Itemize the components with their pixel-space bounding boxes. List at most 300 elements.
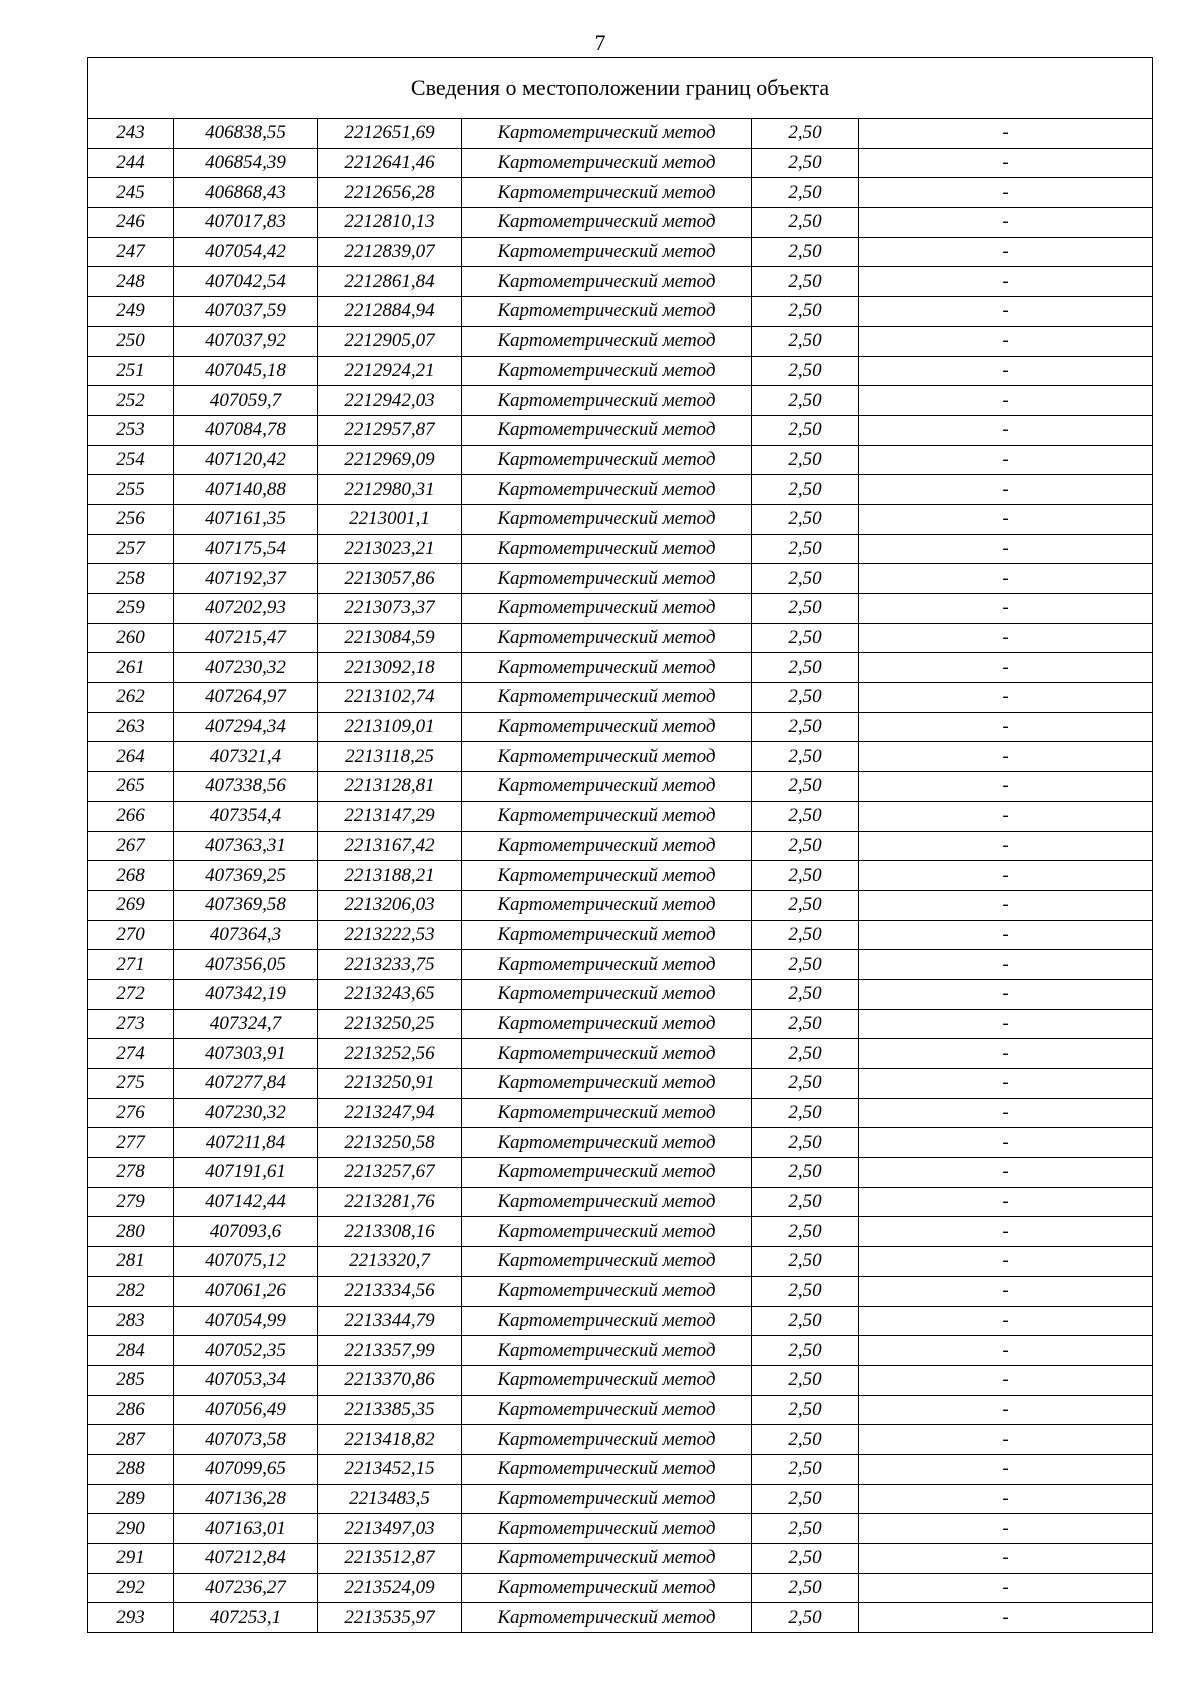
accuracy-cell: 2,50 bbox=[752, 148, 859, 178]
accuracy-cell: 2,50 bbox=[752, 178, 859, 208]
method-cell: Картометрический метод bbox=[462, 623, 752, 653]
point-number-cell: 262 bbox=[88, 683, 174, 713]
method-cell: Картометрический метод bbox=[462, 1395, 752, 1425]
x-coordinate-cell: 407211,84 bbox=[174, 1128, 318, 1158]
y-coordinate-cell: 2213233,75 bbox=[318, 950, 462, 980]
x-coordinate-cell: 407084,78 bbox=[174, 415, 318, 445]
description-cell: - bbox=[859, 683, 1153, 713]
method-cell: Картометрический метод bbox=[462, 653, 752, 683]
x-coordinate-cell: 407303,91 bbox=[174, 1039, 318, 1069]
method-cell: Картометрический метод bbox=[462, 297, 752, 327]
point-number-cell: 285 bbox=[88, 1365, 174, 1395]
x-coordinate-cell: 407212,84 bbox=[174, 1544, 318, 1574]
point-number-cell: 261 bbox=[88, 653, 174, 683]
x-coordinate-cell: 407163,01 bbox=[174, 1514, 318, 1544]
point-number-cell: 287 bbox=[88, 1425, 174, 1455]
table-row bbox=[88, 623, 1153, 653]
point-number-cell: 275 bbox=[88, 1069, 174, 1099]
method-cell: Картометрический метод bbox=[462, 386, 752, 416]
accuracy-cell: 2,50 bbox=[752, 831, 859, 861]
y-coordinate-cell: 2213073,37 bbox=[318, 594, 462, 624]
accuracy-cell: 2,50 bbox=[752, 326, 859, 356]
method-cell: Картометрический метод bbox=[462, 1365, 752, 1395]
method-cell: Картометрический метод bbox=[462, 890, 752, 920]
x-coordinate-cell: 407037,92 bbox=[174, 326, 318, 356]
x-coordinate-cell: 407236,27 bbox=[174, 1573, 318, 1603]
description-cell: - bbox=[859, 386, 1153, 416]
table-row bbox=[88, 297, 1153, 327]
table-row bbox=[88, 1573, 1153, 1603]
point-number-cell: 246 bbox=[88, 208, 174, 238]
y-coordinate-cell: 2213247,94 bbox=[318, 1098, 462, 1128]
method-cell: Картометрический метод bbox=[462, 1158, 752, 1188]
description-cell: - bbox=[859, 1217, 1153, 1247]
accuracy-cell: 2,50 bbox=[752, 979, 859, 1009]
table-row bbox=[88, 1454, 1153, 1484]
x-coordinate-cell: 407215,47 bbox=[174, 623, 318, 653]
point-number-cell: 280 bbox=[88, 1217, 174, 1247]
point-number-cell: 256 bbox=[88, 504, 174, 534]
y-coordinate-cell: 2213222,53 bbox=[318, 920, 462, 950]
accuracy-cell: 2,50 bbox=[752, 1247, 859, 1277]
y-coordinate-cell: 2213102,74 bbox=[318, 683, 462, 713]
method-cell: Картометрический метод bbox=[462, 445, 752, 475]
accuracy-cell: 2,50 bbox=[752, 356, 859, 386]
method-cell: Картометрический метод bbox=[462, 772, 752, 802]
description-cell: - bbox=[859, 1276, 1153, 1306]
method-cell: Картометрический метод bbox=[462, 1336, 752, 1366]
method-cell: Картометрический метод bbox=[462, 594, 752, 624]
method-cell: Картометрический метод bbox=[462, 950, 752, 980]
accuracy-cell: 2,50 bbox=[752, 1573, 859, 1603]
method-cell: Картометрический метод bbox=[462, 1069, 752, 1099]
point-number-cell: 279 bbox=[88, 1187, 174, 1217]
y-coordinate-cell: 2212839,07 bbox=[318, 237, 462, 267]
description-cell: - bbox=[859, 415, 1153, 445]
method-cell: Картометрический метод bbox=[462, 1128, 752, 1158]
y-coordinate-cell: 2212810,13 bbox=[318, 208, 462, 238]
point-number-cell: 243 bbox=[88, 119, 174, 149]
table-row bbox=[88, 653, 1153, 683]
method-cell: Картометрический метод bbox=[462, 356, 752, 386]
accuracy-cell: 2,50 bbox=[752, 1217, 859, 1247]
accuracy-cell: 2,50 bbox=[752, 1276, 859, 1306]
table-row bbox=[88, 979, 1153, 1009]
accuracy-cell: 2,50 bbox=[752, 1395, 859, 1425]
description-cell: - bbox=[859, 1365, 1153, 1395]
y-coordinate-cell: 2212641,46 bbox=[318, 148, 462, 178]
x-coordinate-cell: 407338,56 bbox=[174, 772, 318, 802]
point-number-cell: 257 bbox=[88, 534, 174, 564]
description-cell: - bbox=[859, 208, 1153, 238]
table-row bbox=[88, 801, 1153, 831]
point-number-cell: 272 bbox=[88, 979, 174, 1009]
accuracy-cell: 2,50 bbox=[752, 742, 859, 772]
description-cell: - bbox=[859, 326, 1153, 356]
method-cell: Картометрический метод bbox=[462, 1603, 752, 1633]
y-coordinate-cell: 2213334,56 bbox=[318, 1276, 462, 1306]
method-cell: Картометрический метод bbox=[462, 1544, 752, 1574]
point-number-cell: 253 bbox=[88, 415, 174, 445]
table-row bbox=[88, 445, 1153, 475]
table-row bbox=[88, 1069, 1153, 1099]
description-cell: - bbox=[859, 1247, 1153, 1277]
table-row bbox=[88, 1603, 1153, 1633]
accuracy-cell: 2,50 bbox=[752, 1187, 859, 1217]
x-coordinate-cell: 407075,12 bbox=[174, 1247, 318, 1277]
x-coordinate-cell: 407017,83 bbox=[174, 208, 318, 238]
y-coordinate-cell: 2213092,18 bbox=[318, 653, 462, 683]
y-coordinate-cell: 2213370,86 bbox=[318, 1365, 462, 1395]
x-coordinate-cell: 407356,05 bbox=[174, 950, 318, 980]
point-number-cell: 250 bbox=[88, 326, 174, 356]
y-coordinate-cell: 2213308,16 bbox=[318, 1217, 462, 1247]
point-number-cell: 245 bbox=[88, 178, 174, 208]
method-cell: Картометрический метод bbox=[462, 1514, 752, 1544]
table-row bbox=[88, 534, 1153, 564]
point-number-cell: 274 bbox=[88, 1039, 174, 1069]
x-coordinate-cell: 407136,28 bbox=[174, 1484, 318, 1514]
description-cell: - bbox=[859, 297, 1153, 327]
description-cell: - bbox=[859, 1425, 1153, 1455]
point-number-cell: 265 bbox=[88, 772, 174, 802]
method-cell: Картометрический метод bbox=[462, 1484, 752, 1514]
x-coordinate-cell: 407324,7 bbox=[174, 1009, 318, 1039]
table-row bbox=[88, 1425, 1153, 1455]
table-row bbox=[88, 1514, 1153, 1544]
point-number-cell: 260 bbox=[88, 623, 174, 653]
x-coordinate-cell: 407202,93 bbox=[174, 594, 318, 624]
x-coordinate-cell: 407120,42 bbox=[174, 445, 318, 475]
x-coordinate-cell: 407277,84 bbox=[174, 1069, 318, 1099]
accuracy-cell: 2,50 bbox=[752, 1454, 859, 1484]
accuracy-cell: 2,50 bbox=[752, 415, 859, 445]
y-coordinate-cell: 2213147,29 bbox=[318, 801, 462, 831]
point-number-cell: 281 bbox=[88, 1247, 174, 1277]
table-row bbox=[88, 386, 1153, 416]
x-coordinate-cell: 407294,34 bbox=[174, 712, 318, 742]
y-coordinate-cell: 2213524,09 bbox=[318, 1573, 462, 1603]
accuracy-cell: 2,50 bbox=[752, 772, 859, 802]
accuracy-cell: 2,50 bbox=[752, 1069, 859, 1099]
method-cell: Картометрический метод bbox=[462, 683, 752, 713]
x-coordinate-cell: 407192,37 bbox=[174, 564, 318, 594]
method-cell: Картометрический метод bbox=[462, 1098, 752, 1128]
description-cell: - bbox=[859, 831, 1153, 861]
accuracy-cell: 2,50 bbox=[752, 1158, 859, 1188]
y-coordinate-cell: 2213118,25 bbox=[318, 742, 462, 772]
method-cell: Картометрический метод bbox=[462, 712, 752, 742]
method-cell: Картометрический метод bbox=[462, 326, 752, 356]
y-coordinate-cell: 2213250,25 bbox=[318, 1009, 462, 1039]
x-coordinate-cell: 407093,6 bbox=[174, 1217, 318, 1247]
y-coordinate-cell: 2212905,07 bbox=[318, 326, 462, 356]
point-number-cell: 273 bbox=[88, 1009, 174, 1039]
table-row bbox=[88, 831, 1153, 861]
accuracy-cell: 2,50 bbox=[752, 386, 859, 416]
point-number-cell: 258 bbox=[88, 564, 174, 594]
point-number-cell: 264 bbox=[88, 742, 174, 772]
table-row bbox=[88, 415, 1153, 445]
x-coordinate-cell: 407142,44 bbox=[174, 1187, 318, 1217]
method-cell: Картометрический метод bbox=[462, 1306, 752, 1336]
boundary-coordinates-table bbox=[87, 57, 1153, 1633]
description-cell: - bbox=[859, 1069, 1153, 1099]
description-cell: - bbox=[859, 1158, 1153, 1188]
table-row bbox=[88, 1306, 1153, 1336]
accuracy-cell: 2,50 bbox=[752, 683, 859, 713]
table-row bbox=[88, 148, 1153, 178]
description-cell: - bbox=[859, 445, 1153, 475]
table-body bbox=[88, 58, 1153, 1633]
accuracy-cell: 2,50 bbox=[752, 534, 859, 564]
y-coordinate-cell: 2213357,99 bbox=[318, 1336, 462, 1366]
accuracy-cell: 2,50 bbox=[752, 1039, 859, 1069]
point-number-cell: 283 bbox=[88, 1306, 174, 1336]
point-number-cell: 268 bbox=[88, 861, 174, 891]
table-title: Сведения о местоположении границ объекта bbox=[88, 58, 1153, 119]
table-row bbox=[88, 950, 1153, 980]
method-cell: Картометрический метод bbox=[462, 564, 752, 594]
table-row bbox=[88, 1276, 1153, 1306]
accuracy-cell: 2,50 bbox=[752, 594, 859, 624]
point-number-cell: 255 bbox=[88, 475, 174, 505]
y-coordinate-cell: 2212651,69 bbox=[318, 119, 462, 149]
table-row bbox=[88, 1187, 1153, 1217]
x-coordinate-cell: 407053,34 bbox=[174, 1365, 318, 1395]
method-cell: Картометрический метод bbox=[462, 1573, 752, 1603]
accuracy-cell: 2,50 bbox=[752, 475, 859, 505]
table-row bbox=[88, 772, 1153, 802]
description-cell: - bbox=[859, 801, 1153, 831]
point-number-cell: 290 bbox=[88, 1514, 174, 1544]
y-coordinate-cell: 2213001,1 bbox=[318, 504, 462, 534]
table-row bbox=[88, 861, 1153, 891]
method-cell: Картометрический метод bbox=[462, 1009, 752, 1039]
x-coordinate-cell: 407140,88 bbox=[174, 475, 318, 505]
x-coordinate-cell: 407191,61 bbox=[174, 1158, 318, 1188]
x-coordinate-cell: 407264,97 bbox=[174, 683, 318, 713]
description-cell: - bbox=[859, 1454, 1153, 1484]
table-row bbox=[88, 564, 1153, 594]
y-coordinate-cell: 2212980,31 bbox=[318, 475, 462, 505]
description-cell: - bbox=[859, 950, 1153, 980]
point-number-cell: 288 bbox=[88, 1454, 174, 1484]
y-coordinate-cell: 2213252,56 bbox=[318, 1039, 462, 1069]
y-coordinate-cell: 2212942,03 bbox=[318, 386, 462, 416]
x-coordinate-cell: 407354,4 bbox=[174, 801, 318, 831]
point-number-cell: 248 bbox=[88, 267, 174, 297]
description-cell: - bbox=[859, 148, 1153, 178]
point-number-cell: 247 bbox=[88, 237, 174, 267]
accuracy-cell: 2,50 bbox=[752, 1425, 859, 1455]
method-cell: Картометрический метод bbox=[462, 208, 752, 238]
description-cell: - bbox=[859, 1336, 1153, 1366]
accuracy-cell: 2,50 bbox=[752, 1098, 859, 1128]
y-coordinate-cell: 2213320,7 bbox=[318, 1247, 462, 1277]
description-cell: - bbox=[859, 1603, 1153, 1633]
x-coordinate-cell: 407073,58 bbox=[174, 1425, 318, 1455]
description-cell: - bbox=[859, 534, 1153, 564]
method-cell: Картометрический метод bbox=[462, 920, 752, 950]
y-coordinate-cell: 2213023,21 bbox=[318, 534, 462, 564]
method-cell: Картометрический метод bbox=[462, 267, 752, 297]
y-coordinate-cell: 2213084,59 bbox=[318, 623, 462, 653]
accuracy-cell: 2,50 bbox=[752, 1306, 859, 1336]
description-cell: - bbox=[859, 504, 1153, 534]
table-row bbox=[88, 742, 1153, 772]
x-coordinate-cell: 407045,18 bbox=[174, 356, 318, 386]
method-cell: Картометрический метод bbox=[462, 1247, 752, 1277]
x-coordinate-cell: 407230,32 bbox=[174, 653, 318, 683]
accuracy-cell: 2,50 bbox=[752, 1336, 859, 1366]
y-coordinate-cell: 2213167,42 bbox=[318, 831, 462, 861]
x-coordinate-cell: 407059,7 bbox=[174, 386, 318, 416]
point-number-cell: 263 bbox=[88, 712, 174, 742]
x-coordinate-cell: 407321,4 bbox=[174, 742, 318, 772]
method-cell: Картометрический метод bbox=[462, 178, 752, 208]
method-cell: Картометрический метод bbox=[462, 475, 752, 505]
description-cell: - bbox=[859, 267, 1153, 297]
accuracy-cell: 2,50 bbox=[752, 1544, 859, 1574]
description-cell: - bbox=[859, 1009, 1153, 1039]
point-number-cell: 270 bbox=[88, 920, 174, 950]
method-cell: Картометрический метод bbox=[462, 504, 752, 534]
description-cell: - bbox=[859, 1306, 1153, 1336]
y-coordinate-cell: 2213418,82 bbox=[318, 1425, 462, 1455]
method-cell: Картометрический метод bbox=[462, 831, 752, 861]
y-coordinate-cell: 2213206,03 bbox=[318, 890, 462, 920]
x-coordinate-cell: 407042,54 bbox=[174, 267, 318, 297]
x-coordinate-cell: 407175,54 bbox=[174, 534, 318, 564]
point-number-cell: 284 bbox=[88, 1336, 174, 1366]
accuracy-cell: 2,50 bbox=[752, 445, 859, 475]
x-coordinate-cell: 407363,31 bbox=[174, 831, 318, 861]
table-row bbox=[88, 1128, 1153, 1158]
y-coordinate-cell: 2213188,21 bbox=[318, 861, 462, 891]
x-coordinate-cell: 407364,3 bbox=[174, 920, 318, 950]
y-coordinate-cell: 2213109,01 bbox=[318, 712, 462, 742]
point-number-cell: 292 bbox=[88, 1573, 174, 1603]
point-number-cell: 267 bbox=[88, 831, 174, 861]
point-number-cell: 293 bbox=[88, 1603, 174, 1633]
description-cell: - bbox=[859, 1573, 1153, 1603]
table-row bbox=[88, 119, 1153, 149]
x-coordinate-cell: 407056,49 bbox=[174, 1395, 318, 1425]
description-cell: - bbox=[859, 1544, 1153, 1574]
table-row bbox=[88, 1544, 1153, 1574]
method-cell: Картометрический метод bbox=[462, 237, 752, 267]
accuracy-cell: 2,50 bbox=[752, 890, 859, 920]
table-row bbox=[88, 1484, 1153, 1514]
accuracy-cell: 2,50 bbox=[752, 623, 859, 653]
y-coordinate-cell: 2212656,28 bbox=[318, 178, 462, 208]
x-coordinate-cell: 406838,55 bbox=[174, 119, 318, 149]
y-coordinate-cell: 2213535,97 bbox=[318, 1603, 462, 1633]
table-row bbox=[88, 1395, 1153, 1425]
point-number-cell: 244 bbox=[88, 148, 174, 178]
description-cell: - bbox=[859, 1484, 1153, 1514]
x-coordinate-cell: 407230,32 bbox=[174, 1098, 318, 1128]
method-cell: Картометрический метод bbox=[462, 1454, 752, 1484]
table-row bbox=[88, 683, 1153, 713]
table-row bbox=[88, 504, 1153, 534]
description-cell: - bbox=[859, 119, 1153, 149]
x-coordinate-cell: 407052,35 bbox=[174, 1336, 318, 1366]
y-coordinate-cell: 2212924,21 bbox=[318, 356, 462, 386]
accuracy-cell: 2,50 bbox=[752, 119, 859, 149]
table-row bbox=[88, 1039, 1153, 1069]
x-coordinate-cell: 407161,35 bbox=[174, 504, 318, 534]
description-cell: - bbox=[859, 623, 1153, 653]
y-coordinate-cell: 2213257,67 bbox=[318, 1158, 462, 1188]
accuracy-cell: 2,50 bbox=[752, 504, 859, 534]
y-coordinate-cell: 2213344,79 bbox=[318, 1306, 462, 1336]
y-coordinate-cell: 2213250,58 bbox=[318, 1128, 462, 1158]
y-coordinate-cell: 2212861,84 bbox=[318, 267, 462, 297]
description-cell: - bbox=[859, 564, 1153, 594]
y-coordinate-cell: 2213497,03 bbox=[318, 1514, 462, 1544]
table-row bbox=[88, 208, 1153, 238]
accuracy-cell: 2,50 bbox=[752, 1603, 859, 1633]
table-row bbox=[88, 1098, 1153, 1128]
table-row bbox=[88, 594, 1153, 624]
description-cell: - bbox=[859, 237, 1153, 267]
table-row bbox=[88, 356, 1153, 386]
point-number-cell: 282 bbox=[88, 1276, 174, 1306]
description-cell: - bbox=[859, 712, 1153, 742]
method-cell: Картометрический метод bbox=[462, 534, 752, 564]
method-cell: Картометрический метод bbox=[462, 979, 752, 1009]
description-cell: - bbox=[859, 594, 1153, 624]
table-row bbox=[88, 1365, 1153, 1395]
accuracy-cell: 2,50 bbox=[752, 950, 859, 980]
table-title-row bbox=[88, 58, 1153, 119]
table-row bbox=[88, 890, 1153, 920]
accuracy-cell: 2,50 bbox=[752, 1514, 859, 1544]
point-number-cell: 259 bbox=[88, 594, 174, 624]
x-coordinate-cell: 407054,42 bbox=[174, 237, 318, 267]
accuracy-cell: 2,50 bbox=[752, 237, 859, 267]
description-cell: - bbox=[859, 1098, 1153, 1128]
method-cell: Картометрический метод bbox=[462, 415, 752, 445]
method-cell: Картометрический метод bbox=[462, 861, 752, 891]
x-coordinate-cell: 407253,1 bbox=[174, 1603, 318, 1633]
table-row bbox=[88, 1158, 1153, 1188]
accuracy-cell: 2,50 bbox=[752, 267, 859, 297]
y-coordinate-cell: 2213512,87 bbox=[318, 1544, 462, 1574]
table-row bbox=[88, 1009, 1153, 1039]
method-cell: Картометрический метод bbox=[462, 1276, 752, 1306]
description-cell: - bbox=[859, 979, 1153, 1009]
point-number-cell: 249 bbox=[88, 297, 174, 327]
description-cell: - bbox=[859, 475, 1153, 505]
point-number-cell: 251 bbox=[88, 356, 174, 386]
accuracy-cell: 2,50 bbox=[752, 1128, 859, 1158]
method-cell: Картометрический метод bbox=[462, 1187, 752, 1217]
x-coordinate-cell: 406854,39 bbox=[174, 148, 318, 178]
point-number-cell: 286 bbox=[88, 1395, 174, 1425]
description-cell: - bbox=[859, 772, 1153, 802]
description-cell: - bbox=[859, 1128, 1153, 1158]
method-cell: Картометрический метод bbox=[462, 801, 752, 831]
x-coordinate-cell: 407342,19 bbox=[174, 979, 318, 1009]
description-cell: - bbox=[859, 742, 1153, 772]
accuracy-cell: 2,50 bbox=[752, 1365, 859, 1395]
accuracy-cell: 2,50 bbox=[752, 801, 859, 831]
x-coordinate-cell: 407099,65 bbox=[174, 1454, 318, 1484]
y-coordinate-cell: 2213281,76 bbox=[318, 1187, 462, 1217]
